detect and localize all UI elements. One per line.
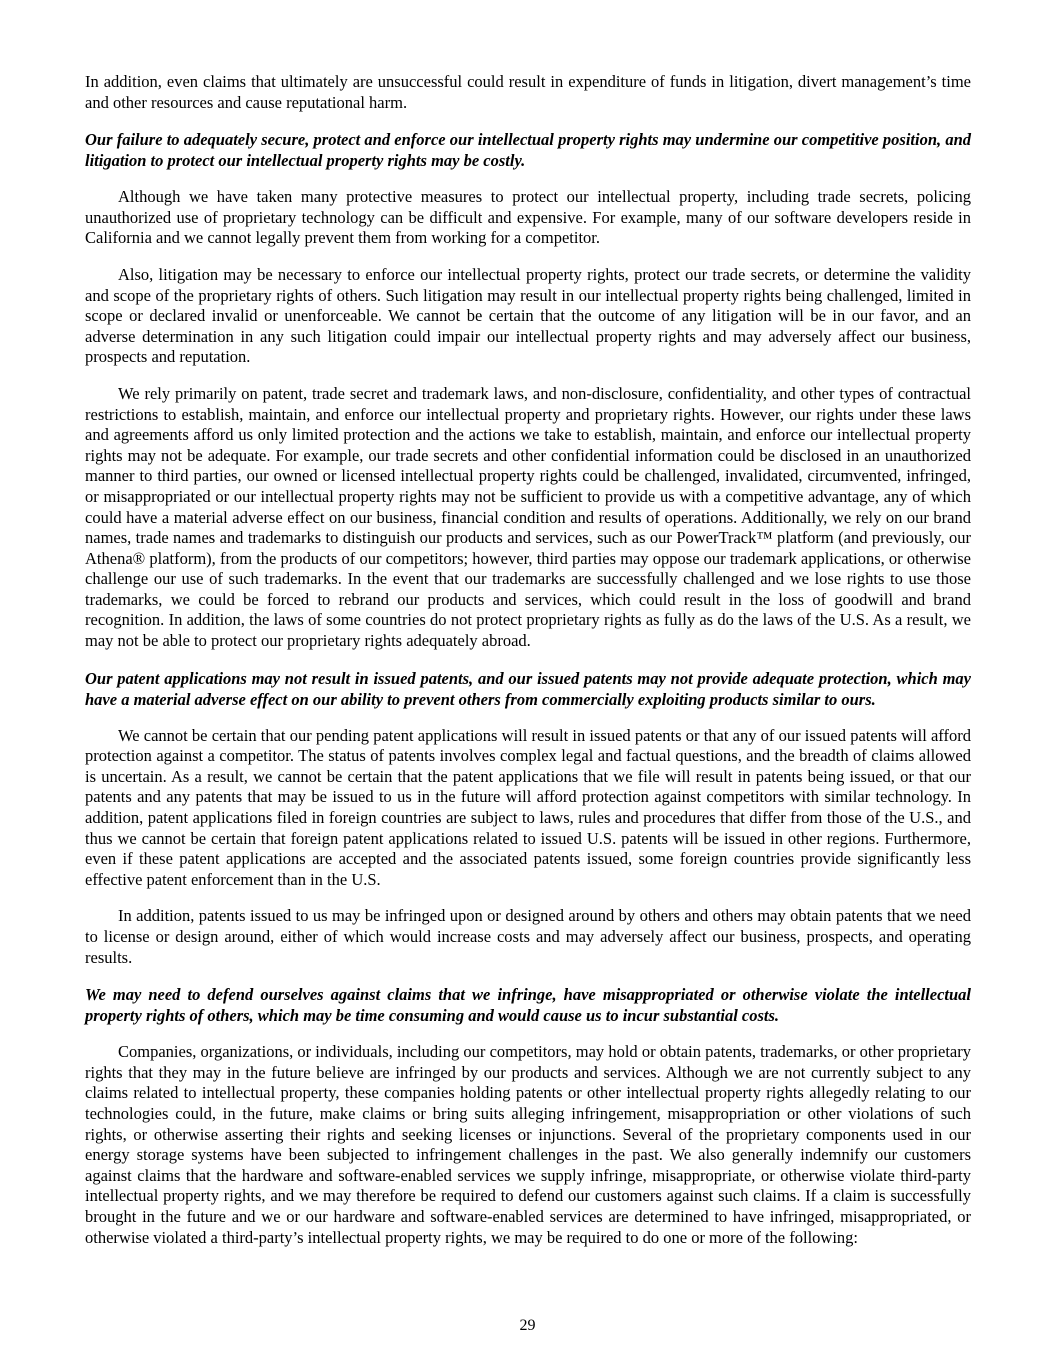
risk-heading-patent-applications: Our patent applications may not result in issued patents, and our issued patents may not provide adequate protection, which may have a material adverse effect on our ability to prevent others from commercially exploiting products similar to ours. [85,668,971,709]
page-number: 29 [519,1317,536,1334]
paragraph-pending-patent-applications: We cannot be certain that our pending patent applications will result in issued patents or that any of our issued patents will afford protection against a competitor. The status of patents involves complex legal and factual questions, and the breadth of claims allowed is uncertain. As a result, we cannot be certain that the patent applications that we file will result in patents being issued, or that our patents and any patents that may be issued to us in the future will afford protection against competitors with similar technology. In addition, patent applications filed in foreign countries are subject to laws, rules and procedures that differ from those of the U.S., and thus we cannot be certain that foreign patent applications related to issued U.S. patents will be issued in other regions. Furthermore, even if these patent applications are accepted and the associated patents issued, some foreign countries provide significantly less effective patent enforcement than in the U.S. [85,725,971,889]
paragraph-litigation-expenditure: In addition, even claims that ultimately are unsuccessful could result in expenditure of funds in litigation, divert management’s time and other resources and cause reputational harm. [85,72,971,112]
document-page-content [85,72,971,1264]
risk-heading-secure-protect-enforce-ip: Our failure to adequately secure, protect and enforce our intellectual property rights may undermine our competitive position, and litigation to protect our intellectual property rights may be costly. [85,130,971,171]
page-footer [0,1316,1055,1336]
risk-heading-defend-against-claims: We may need to defend ourselves against claims that we infringe, have misappropriated or otherwise violate the intellectual property rights of others, which may be time consuming and would cause us to incur substantial costs. [85,985,971,1026]
paragraph-patents-infringed-or-designed-around: In addition, patents issued to us may be infringed upon or designed around by others and others may obtain patents that we need to license or design around, either of which would increase costs and may adversely affect our business, prospects, and operating results. [85,906,971,967]
paragraph-companies-may-hold-patents: Companies, organizations, or individuals, including our competitors, may hold or obtain patents, trademarks, or other proprietary rights that they may in the future believe are infringed by our products and services. Although we are not currently subject to any claims related to intellectual property, these companies holding patents or other intellectual property rights allegedly relating to our technologies could, in the future, make claims or bring suits alleging infringement, misappropriation or other violations of such rights, or otherwise asserting their rights and seeking licenses or injunctions. Several of the proprietary components used in our energy storage systems have been subjected to infringement challenges in the past. We also generally indemnify our customers against claims that the hardware and software-enabled services we supply infringe, misappropriate, or otherwise violate third-party intellectual property rights, and we may therefore be required to defend our customers against such claims. If a claim is successfully brought in the future and we or our hardware and software-enabled services are determined to have infringed, misappropriated, or otherwise violated a third-party’s intellectual property rights, we may be required to do one or more of the following: [85,1042,971,1247]
paragraph-protective-measures: Although we have taken many protective measures to protect our intellectual property, including trade secrets, policing unauthorized use of proprietary technology can be difficult and expensive. For example, many of our software developers reside in California and we cannot legally prevent them from working for a competitor. [85,187,971,248]
paragraph-rely-on-patent-trade-secret-trademark: We rely primarily on patent, trade secret and trademark laws, and non-disclosure, confidentiality, and other types of contractual restrictions to establish, maintain, and enforce our intellectual property and proprietary rights. However, our rights under these laws and agreements afford us only limited protection and the actions we take to establish, maintain, and enforce our intellectual property rights may not be adequate. For example, our trade secrets and other confidential information could be disclosed in an unauthorized manner to third parties, our owned or licensed intellectual property rights could be challenged, invalidated, circumvented, infringed, or misappropriated or our intellectual property rights may not be sufficient to provide us with a competitive advantage, any of which could have a material adverse effect on our business, financial condition and results of operations. Additionally, we rely on our brand names, trade names and trademarks to distinguish our products and services, such as our PowerTrack™ platform (and previously, our Athena® platform), from the products of our competitors; however, third parties may oppose our trademark applications, or otherwise challenge our use of such trademarks. In the event that our trademarks are successfully challenged and we lose rights to use those trademarks, we could be forced to rebrand our products and services, which could result in the loss of goodwill and brand recognition. In addition, the laws of some countries do not protect proprietary rights as fully as do the laws of the U.S. As a result, we may not be able to protect our proprietary rights adequately abroad. [85,383,971,651]
paragraph-litigation-necessary: Also, litigation may be necessary to enforce our intellectual property rights, protect our trade secrets, or determine the validity and scope of the proprietary rights of others. Such litigation may result in our intellectual property rights being challenged, limited in scope or declared invalid or unenforceable. We cannot be certain that the outcome of any litigation will be in our favor, and an adverse determination in any such litigation could impair our intellectual property rights and may adversely affect our business, prospects and reputation. [85,264,971,367]
